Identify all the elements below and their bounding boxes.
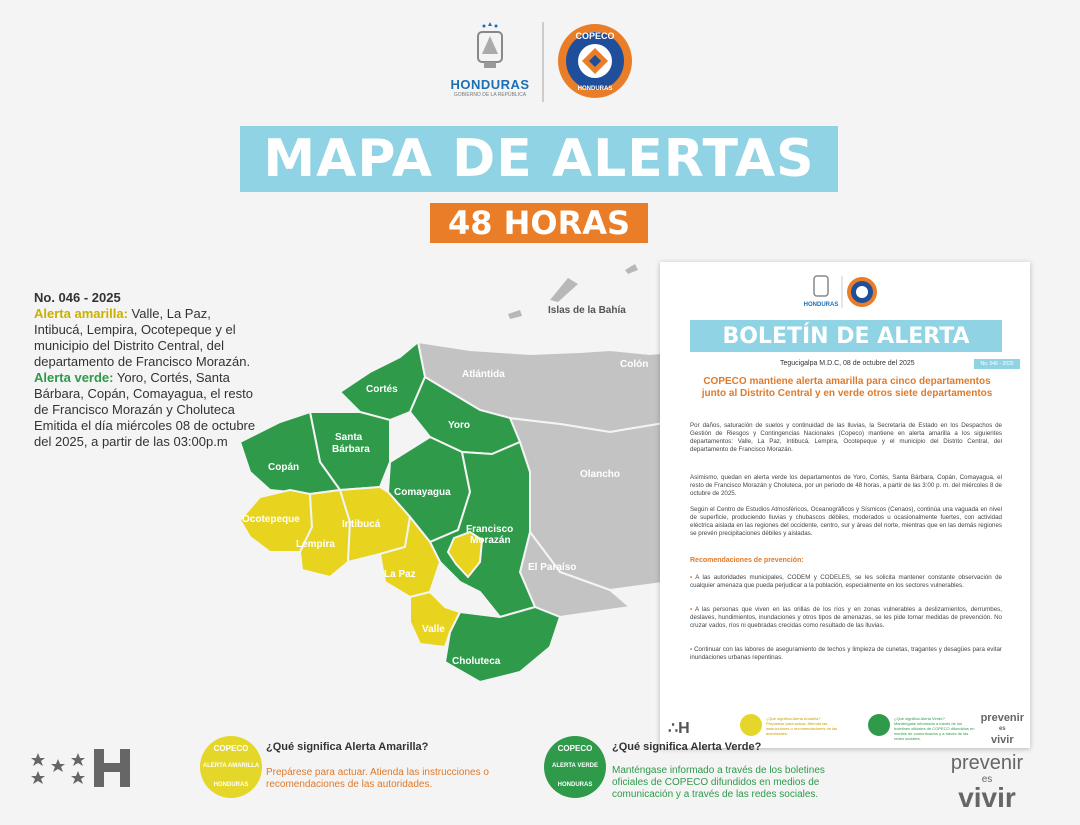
bulletin-recommendation-3: • Continuar con las labores de aseguramiento de techos y limpieza de cunetas, tragantes y desagües para evitar inundaciones urbanas repentinas.: [690, 646, 1002, 661]
bulletin-yellow-circle: [740, 714, 762, 736]
bulletin-green-circle: [868, 714, 890, 736]
main-title-banner: [240, 126, 838, 192]
issued-text: Emitida el día miércoles 08 de octubre del 2025, a partir de las 03:00p.m: [34, 418, 256, 449]
yellow-seal-bottom: HONDURAS: [213, 782, 249, 788]
honduras-alert-map: [230, 262, 670, 702]
green-alert-seal: [544, 736, 606, 798]
honduras-logo-text: HONDURAS: [450, 77, 530, 92]
bulletin-yellow-desc: Prepárese para actuar. Atienda las instrucciones o recomendaciones de las autoridades.: [766, 721, 838, 736]
main-title: MAPA DE ALERTAS: [263, 129, 815, 189]
label-cortes: Cortés: [366, 384, 398, 395]
green-alert-description: Manténgase informado a través de los boletines oficiales de COPECO difundidos en medios de comunicación y a través de las redes sociales.: [612, 765, 825, 800]
star-icon: [71, 753, 85, 766]
bulletin-prevenir-2: es: [998, 726, 1006, 732]
bulletin-recommendation-2: • A las personas que viven en las orillas de los ríos y en zonas vulnerables a deslizamientos, derrumbes, deslaves, hundimientos, inundaciones y otros tipos de amenazas, se les pide tomar medidas de prevención. No cruzar vados, ríos ni quebradas crecidas como resultado de las lluvias.: [690, 606, 1002, 629]
label-francisco-2: Morazán: [470, 535, 511, 546]
yellow-alert-text: Valle, La Paz, Intibucá, Lempira, Ocotepeque y el municipio del Distrito Central, del departamento de Francisco Morazán.: [34, 306, 251, 369]
dept-choluteca: [445, 607, 560, 682]
bulletin-logos: [800, 272, 890, 312]
bulletin-logo-text: HONDURAS: [803, 302, 839, 308]
coat-of-arms-icon: [470, 20, 510, 72]
label-la-paz: La Paz: [384, 569, 416, 580]
label-santa-barbara-2: Bárbara: [332, 444, 370, 455]
yellow-alert-seal: [200, 736, 262, 798]
prevenir-es-vivir-logo: [932, 752, 1042, 811]
logo-divider: [542, 22, 544, 102]
bulletin-green-desc: Manténgase informado a través de los boletines oficiales de COPECO difundidos en medios de comunicación y a través de las redes sociales.: [894, 721, 975, 741]
copeco-logo-top-text: COPECO: [575, 31, 615, 41]
label-francisco-1: Francisco: [466, 524, 514, 535]
green-seal-mid: ALERTA VERDE: [551, 763, 598, 769]
label-santa-barbara-1: Santa: [335, 432, 363, 443]
copeco-logo: [556, 22, 634, 100]
subtitle: 48 HORAS: [447, 204, 631, 242]
es-word: es: [981, 774, 993, 785]
alert-info-text: [34, 290, 260, 450]
green-alert-question: ¿Qué significa Alerta Verde?: [612, 741, 762, 753]
label-olancho: Olancho: [580, 469, 621, 480]
bulletin-yellow-text: [766, 716, 844, 736]
label-intibuca: Intibucá: [342, 519, 381, 530]
label-yoro: Yoro: [448, 420, 471, 431]
bulletin-date: Tegucigalpa M.D.C, 08 de octubre del 2025: [780, 360, 915, 367]
recommendation-1-text: A las autoridades municipales, CODEM y CODELES, se les solicita mantener constante observación de cualquier amenaza que pueda perjudicar a la población, especialmente en los sectores vulnerables.: [690, 574, 1002, 589]
alert-bulletin-card: [660, 262, 1030, 748]
bulletin-green-text: [894, 716, 976, 741]
star-icon: [71, 771, 85, 784]
bulletin-headline: COPECO mantiene alerta amarilla para cinco departamentos junto al Distrito Central y en verde otros siete departamentos: [701, 376, 993, 399]
island-utila: [508, 310, 522, 319]
label-lempira: Lempira: [296, 539, 335, 550]
bulletin-badge: No. 046 - 2025: [974, 359, 1020, 369]
bulletin-prevenir-1: prevenir: [980, 712, 1024, 724]
gov-h-logo: [30, 745, 140, 791]
island-guanaja: [625, 264, 638, 274]
prevenir-word: prevenir: [950, 752, 1024, 774]
label-atlantida: Atlántida: [462, 369, 505, 380]
bulletin-paragraph-3: Según el Centro de Estudios Atmosféricos, Oceanográficos y Sísmicos (Cenaos), continúa una vaguada en nivel de superficie, produciendo lluvias y chubascos débiles, moderados u ocasionalmente fuertes, con actividad eléctrica aislada en las regiones del occidente, centro, sur y áreas del norte, mientras que en las demás regiones se prevén precipitaciones débiles y aisladas.: [690, 506, 1002, 537]
copeco-emblem-icon: [556, 22, 634, 100]
label-ocotepeque: Ocotepeque: [242, 514, 300, 525]
yellow-alert-label: Alerta amarilla:: [34, 306, 128, 321]
yellow-alert-paragraph: [34, 306, 260, 370]
star-icon: [31, 771, 45, 784]
label-colon: Colón: [620, 359, 649, 370]
bulletin-prevenir-3: vivir: [990, 734, 1014, 746]
bulletin-h-logo: ∴H: [668, 720, 690, 737]
alert-number: No. 046 - 2025: [34, 290, 121, 305]
copeco-logo-bottom-text: HONDURAS: [577, 86, 613, 92]
yellow-alert-question: ¿Qué significa Alerta Amarilla?: [266, 741, 429, 753]
label-islas: Islas de la Bahía: [548, 305, 626, 316]
bulletin-title-banner: [690, 320, 1002, 352]
label-comayagua: Comayagua: [394, 487, 451, 498]
recommendation-2-text: A las personas que viven en las orillas de los ríos y en zonas vulnerables a deslizamientos, derrumbes, deslaves, hundimientos, inundaciones y otros tipos de amenazas, se les pide tomar medidas de prevención. No cruzar vados, ríos ni quebradas crecidas como resultado de las lluvias.: [690, 606, 1002, 629]
yellow-seal-mid: ALERTA AMARILLA: [202, 763, 260, 769]
bulletin-title: BOLETÍN DE ALERTA: [722, 323, 970, 349]
bulletin-recommendations-title: Recomendaciones de prevención:: [690, 557, 804, 564]
label-choluteca: Choluteca: [452, 656, 501, 667]
label-copan: Copán: [268, 462, 300, 473]
vivir-word: vivir: [958, 782, 1016, 813]
yellow-seal-top: COPECO: [213, 744, 249, 753]
green-seal-bottom: HONDURAS: [557, 782, 593, 788]
label-el-paraiso: El Paraíso: [528, 562, 577, 573]
bulletin-paragraph-1: Por daños, saturación de suelos y continuidad de las lluvias, la Secretaría de Estado en los Despachos de Gestión de Riesgos y Contingencias Nacionales (Copeco) mantiene en alerta amarilla a los siguientes departamentos: Valle, La Paz, Intibucá, Lempira, Ocotepeque y el municipio del Distrito Central, del departamento de Francisco Morazán.: [690, 422, 1002, 453]
bulletin-recommendation-1: • A las autoridades municipales, CODEM y CODELES, se les solicita mantener constante observación de cualquier amenaza que pueda perjudicar a la población, especialmente en los sectores vulnerables.: [690, 574, 1002, 589]
green-alert-text: Yoro, Cortés, Santa Bárbara, Copán, Comayagua, el resto de Francisco Morazán y Choluteca: [34, 370, 253, 417]
bulletin-yellow-q: ¿Qué significa Alerta Amarilla?: [766, 716, 821, 721]
recommendation-3-text: Continuar con las labores de aseguramiento de techos y limpieza de cunetas, tragantes y desagües para evitar inundaciones urbanas repentinas.: [690, 646, 1002, 661]
honduras-logo-sub: GOBIERNO DE LA REPÚBLICA: [453, 92, 527, 98]
subtitle-banner: [430, 203, 648, 243]
bulletin-prevenir-logo: [981, 713, 1024, 746]
bulletin-green-q: ¿Qué significa Alerta Verde?: [894, 716, 945, 721]
label-valle: Valle: [422, 624, 445, 635]
star-icon: [51, 759, 65, 772]
island-roatan: [550, 278, 578, 302]
honduras-government-logo: [445, 20, 535, 105]
green-alert-label: Alerta verde:: [34, 370, 114, 385]
green-seal-top: COPECO: [557, 744, 593, 753]
bulletin-logo-icons: [800, 272, 890, 312]
yellow-alert-description: Prepárese para actuar. Atienda las instrucciones o recomendaciones de las autoridades.: [266, 767, 489, 790]
green-alert-paragraph: [34, 370, 260, 418]
star-icon: [31, 753, 45, 766]
bulletin-paragraph-2: Asimismo, quedan en alerta verde los departamentos de Yoro, Cortés, Santa Bárbara, Copán, Comayagua, el resto de Francisco Morazán y Choluteca, por un periodo de 48 horas, a partir de las 3:00 p. m. del miércoles 8 de octubre de 2025.: [690, 474, 1002, 497]
